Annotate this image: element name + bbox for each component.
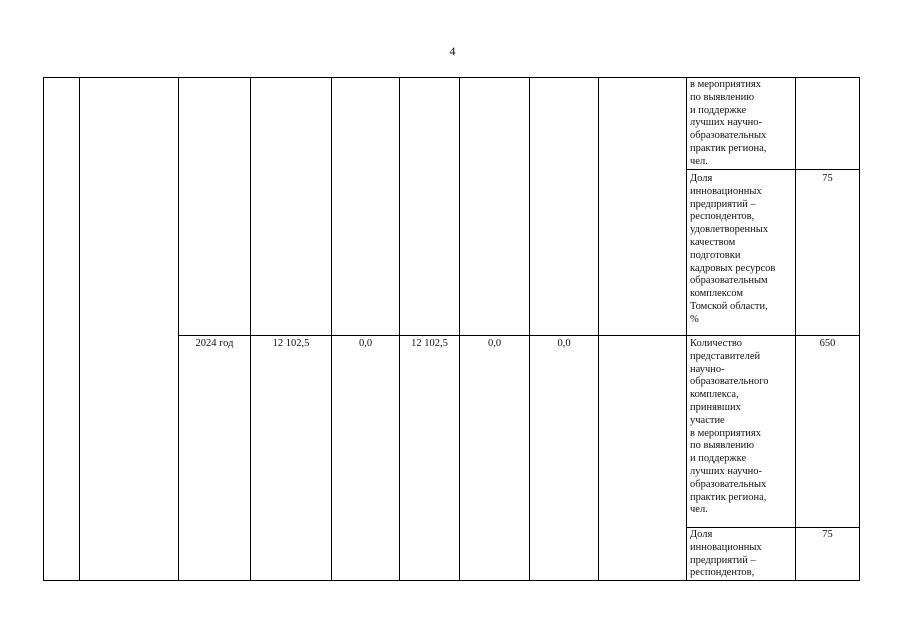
col-divider xyxy=(331,77,332,581)
indicator-text: Доля инновационных предприятий – респондентов, удовлетворенных качеством подготовки кадровых ресурсов образовательным комплексом Томской области, % xyxy=(690,173,776,325)
table-right-border xyxy=(859,77,860,581)
indicator-text: Доля инновационных предприятий – респондентов, xyxy=(690,529,762,579)
col-divider xyxy=(529,77,530,581)
value-cell: 12 102,5 xyxy=(272,338,310,349)
col-divider xyxy=(79,77,80,581)
table-top-border xyxy=(43,77,860,78)
col-divider xyxy=(686,77,687,581)
row-divider xyxy=(178,335,860,336)
value-cell: 0,0 xyxy=(557,338,571,349)
value-cell: 0,0 xyxy=(487,338,502,349)
col-divider xyxy=(795,77,796,581)
col-divider xyxy=(178,77,179,581)
indicator-value: 650 xyxy=(819,338,836,349)
col-divider xyxy=(250,77,251,581)
program-table xyxy=(43,77,860,581)
col-divider xyxy=(459,77,460,581)
row-divider xyxy=(686,527,860,528)
indicator-value: 75 xyxy=(822,529,833,540)
table-left-border xyxy=(43,77,44,581)
indicator-text: Количество представителей научно- образовательного комплекса, принявших участие в мероприятиях по выявлению и поддержке лучших научно- образовательных практик региона, чел. xyxy=(690,338,769,516)
year-cell: 2024 год xyxy=(195,338,234,349)
indicator-value: 75 xyxy=(822,173,833,184)
value-cell: 0,0 xyxy=(358,338,373,349)
col-divider xyxy=(598,77,599,581)
page-number: 4 xyxy=(449,44,456,58)
indicator-text: в мероприятиях по выявлению и поддержке лучших научно- образовательных практик региона, чел. xyxy=(690,79,767,167)
col-divider xyxy=(399,77,400,581)
value-cell: 12 102,5 xyxy=(411,338,448,349)
row-divider xyxy=(686,169,860,170)
